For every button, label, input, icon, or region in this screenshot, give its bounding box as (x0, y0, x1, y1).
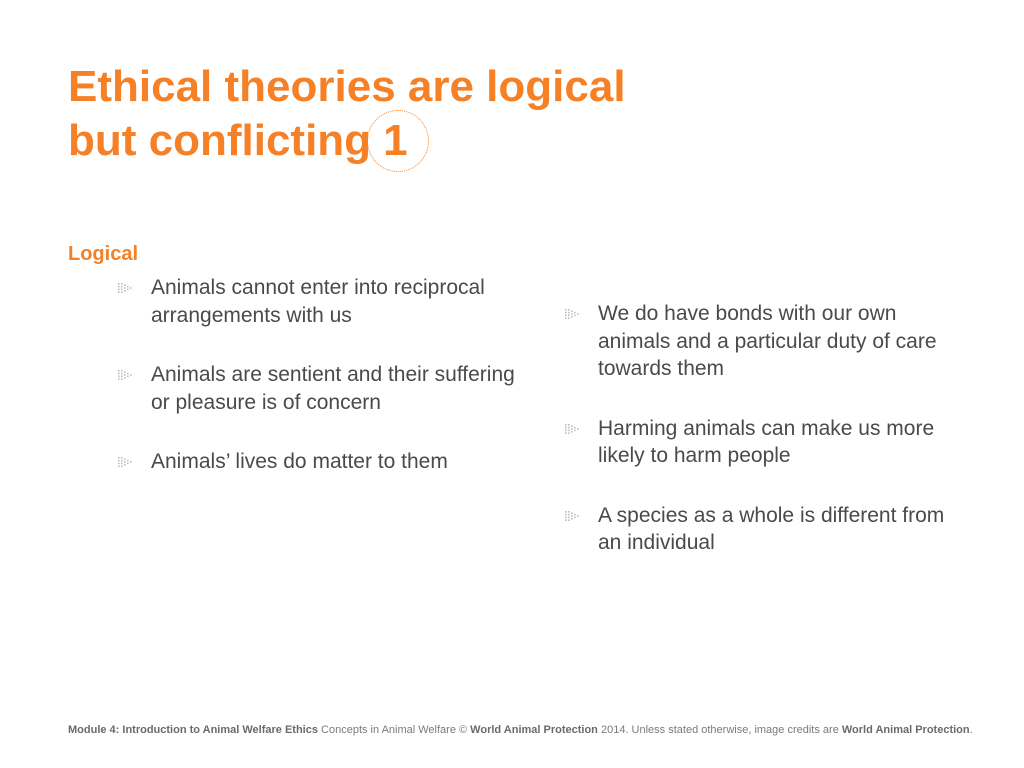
bullet-text: We do have bonds with our own animals and a particular duty of care towards them (598, 302, 937, 380)
bullet-text: Animals’ lives do matter to them (151, 450, 448, 473)
list-item (116, 448, 526, 476)
dotted-circle-icon (367, 110, 429, 172)
dotted-arrow-bullet-icon (565, 511, 579, 521)
bullet-text: A species as a whole is different from an individual (598, 503, 945, 554)
list-item (563, 300, 963, 383)
footer-credits-org: World Animal Protection (841, 724, 970, 736)
dotted-arrow-bullet-icon (118, 457, 132, 467)
list-item (116, 274, 526, 329)
footer-credits-text: 2014. Unless stated otherwise, image credits are (600, 724, 839, 736)
footer-course: Concepts in Animal Welfare © (321, 724, 468, 736)
footer-end: . (969, 724, 973, 736)
section-heading-logical: Logical (68, 243, 139, 265)
dotted-arrow-bullet-icon (118, 283, 132, 293)
bullet-text: Harming animals can make us more likely to harm people (598, 416, 935, 467)
dotted-arrow-bullet-icon (565, 309, 579, 319)
dotted-arrow-bullet-icon (565, 424, 579, 434)
slide-title (68, 60, 626, 168)
title-line-1: Ethical theories are logical (68, 62, 626, 111)
title-number (383, 114, 407, 168)
right-bullet-list (563, 300, 963, 589)
bullet-text: Animals cannot enter into reciprocal arrangements with us (151, 276, 485, 327)
footer-credits (68, 723, 973, 737)
dotted-arrow-bullet-icon (118, 370, 132, 380)
left-bullet-list (116, 274, 526, 508)
title-line-2-text: but conflicting (68, 116, 372, 165)
footer-org: World Animal Protection (470, 724, 598, 736)
bullet-text: Animals are sentient and their suffering or pleasure is of concern (151, 363, 515, 414)
list-item (116, 361, 526, 416)
title-number-text: 1 (383, 116, 408, 165)
list-item (563, 415, 963, 470)
list-item (563, 502, 963, 557)
footer-module: Module 4: Introduction to Animal Welfare Ethics (68, 724, 318, 736)
title-line-2 (68, 114, 626, 168)
